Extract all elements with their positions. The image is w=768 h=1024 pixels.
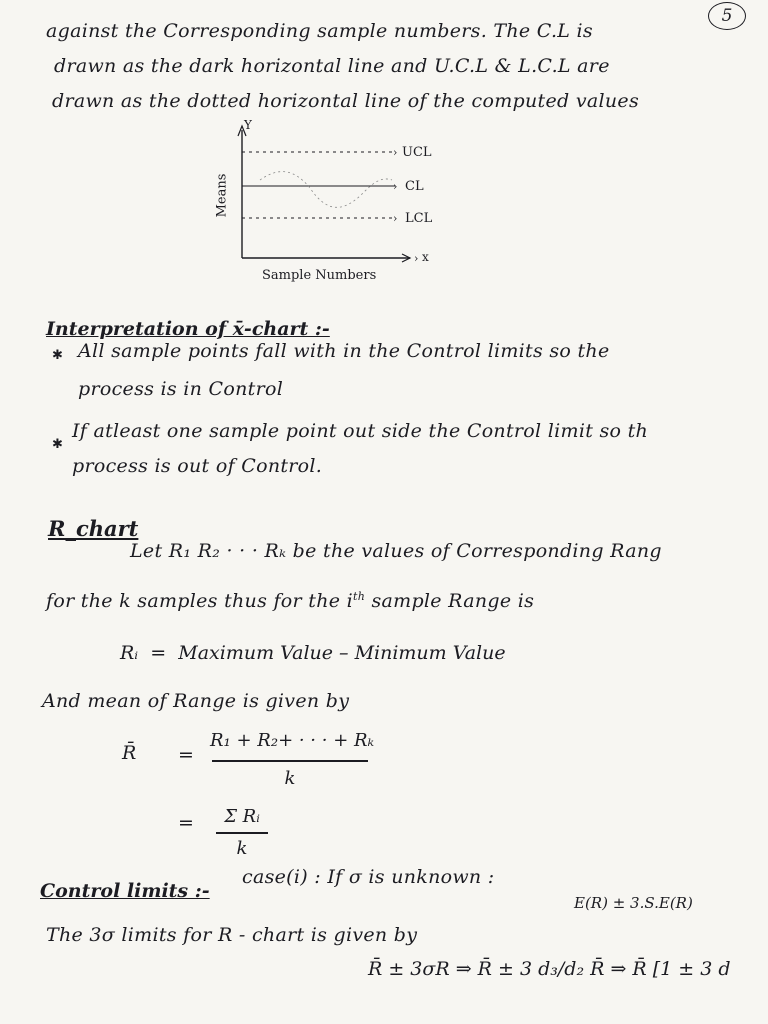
equals-sign-2: = [178,812,194,834]
axis-title-y: Means [214,173,230,218]
mean-line: And mean of Range is given by [42,690,350,712]
interpretation-heading: Interpretation of x̄-chart :- [46,318,330,340]
r-chart-line-2: for the k samples thus for the $i^{th}$ sample Range is [46,590,535,612]
fraction-1-numerator: R₁ + R₂+ · · · + Rₖ [210,730,375,751]
control-limits-heading: Control limits :- [40,880,210,902]
bullet-icon: ✱ [52,437,63,452]
svg-text:›: › [393,146,398,159]
fraction-2-numerator: Σ Rᵢ [224,806,260,827]
ucl-label: UCL [402,145,432,160]
rbar-symbol: R̄ [122,742,137,764]
svg-text:›: › [393,212,398,225]
interpretation-bullet-2-line-2: process is out of Control. [72,455,323,477]
ri-formula: Rᵢ = Maximum Value – Minimum Value [120,642,506,664]
bullet-icon: ✱ [52,348,63,363]
svg-text:›: › [393,180,398,193]
svg-text:›: › [414,252,419,265]
fraction-1-denominator: k [284,768,296,789]
limits-line: The 3σ limits for R - chart is given by [46,924,418,946]
case-line: case(i) : If σ is unknown : [242,866,495,888]
axis-title-x: Sample Numbers [262,268,377,283]
intro-line-2: drawn as the dark horizontal line and U.C.L & L.C.L are [54,55,610,77]
r-chart-limits-formula: R̄ ± 3σR ⇒ R̄ ± 3 d₃/d₂ R̄ ⇒ R̄ [1 ± 3 d [368,958,731,980]
equals-sign: = [178,744,194,766]
cl-label: CL [405,179,424,194]
fraction-2-bar [216,832,268,834]
sample-means-curve [260,172,392,208]
lcl-label: LCL [405,211,433,226]
x-axis-label: x [422,250,429,264]
expectation-formula: E(R) ± 3.S.E(R) [574,894,693,912]
fraction-1-bar [212,760,368,762]
r-chart-line-1: Let R₁ R₂ · · · Rₖ be the values of Corresponding Rang [130,540,662,562]
interpretation-bullet-2-line-1: If atleast one sample point out side the Control limit so th [72,420,649,442]
y-axis-label: Y [244,118,252,132]
r-chart-heading: R_chart [48,516,139,541]
intro-line-1: against the Corresponding sample numbers. The C.L is [46,20,593,42]
control-chart-svg [220,118,480,293]
page-number: 5 [708,2,746,30]
control-chart [214,118,480,293]
interpretation-bullet-1-line-2: process is in Control [78,378,284,400]
intro-line-3: drawn as the dotted horizontal line of the computed values [52,90,639,112]
fraction-2-denominator: k [236,838,248,859]
interpretation-bullet-1-line-1: All sample points fall with in the Control limits so the [78,340,610,362]
